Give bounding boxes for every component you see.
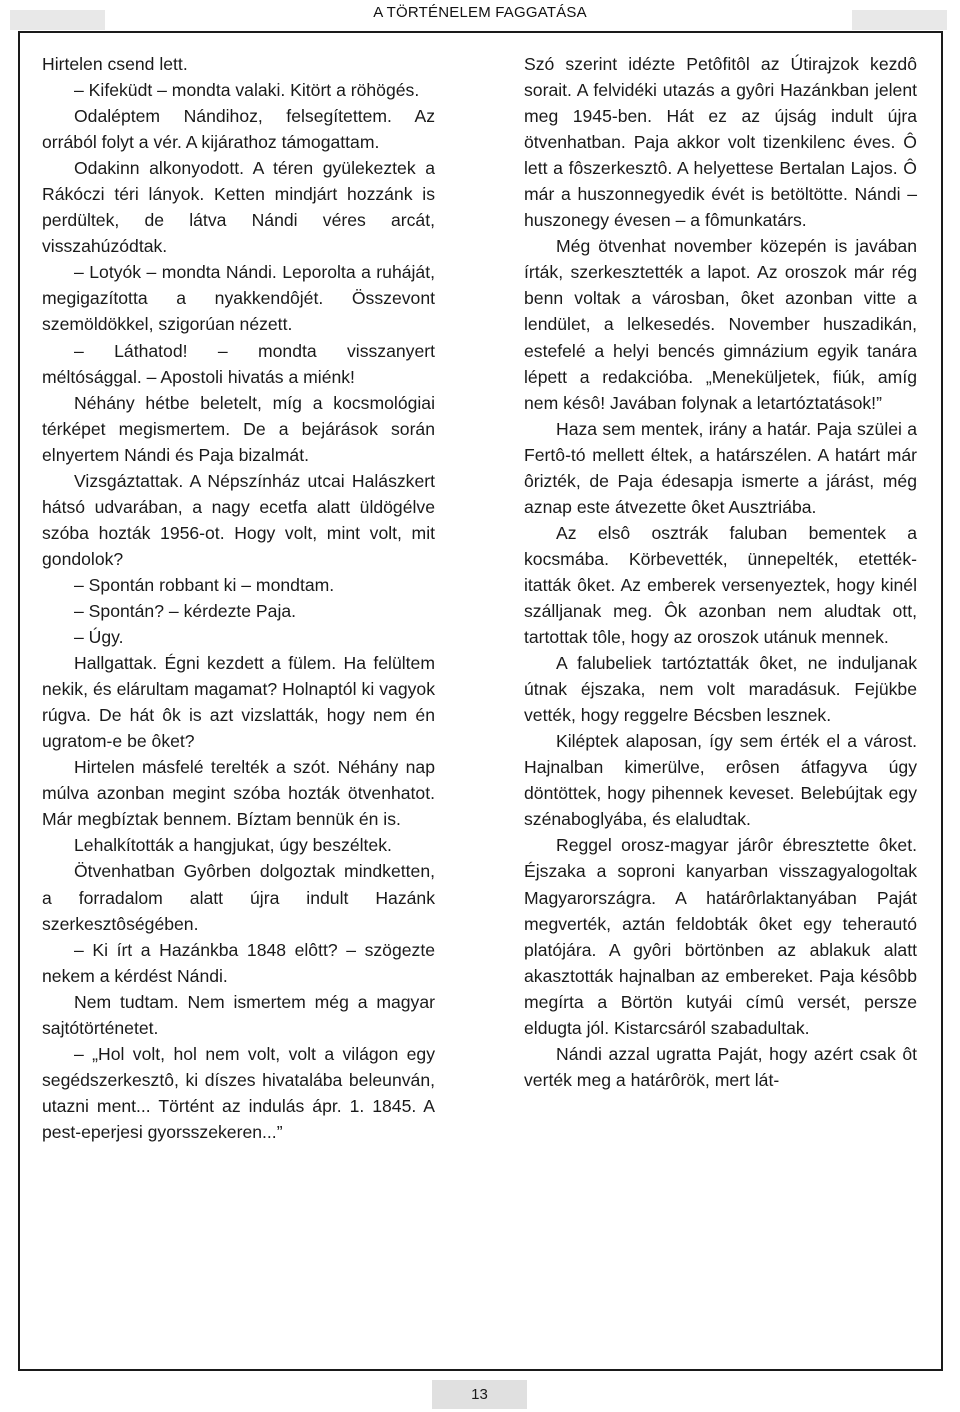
paragraph: A falubeliek tartóztatták ôket, ne induljanak útnak éjszaka, nem volt maradásuk. Fejükbe vették, hogy reggelre Bécsben lesznek. bbox=[524, 653, 917, 726]
paragraph: Nem tudtam. Nem ismertem még a magyar sajtótörténetet. bbox=[42, 991, 435, 1038]
header-corner-box-right bbox=[852, 10, 947, 30]
paragraph: – Ki írt a Hazánkba 1848 elôtt? – szögezte nekem a kérdést Nándi. bbox=[42, 939, 435, 986]
paragraph: Lehalkították a hangjukat, úgy beszéltek. bbox=[74, 835, 392, 856]
paragraph: Odakinn alkonyodott. A téren gyülekeztek a Rákóczi téri lányok. Ketten mindjárt hozzánk is perdültek, de látva Nándi véres arcát, visszahúzódtak. bbox=[42, 158, 435, 257]
header-corner-box-left bbox=[10, 10, 105, 30]
paragraph: Hirtelen másfelé terelték a szót. Néhány nap múlva azonban megint szóba hozták ötvenhatot. Már megbíztak bennem. Bíztam bennük én is. bbox=[42, 757, 435, 830]
paragraph: Nándi azzal ugratta Paját, hogy azért csak ôt verték meg a határôrök, mert lát- bbox=[524, 1043, 917, 1090]
paragraph: Az elsô osztrák faluban bementek a kocsmába. Körbevették, ünnepelték, etették-itatták ôket. Az emberek versenyeztek, hogy kinél szálljanak meg. Ôk azonban nem aludtak ott, tartottak tôle, hogy az oroszok utánuk mennek. bbox=[524, 522, 917, 648]
paragraph: Vizsgáztattak. A Népszínház utcai Halászkert hátsó udvarában, a nagy ecetfa alatt üldögélve szóba hozták 1956-ot. Hogy volt, mint volt, mit gondolok? bbox=[42, 470, 435, 569]
page-number: 13 bbox=[432, 1380, 527, 1409]
running-header: A TÖRTÉNELEM FAGGATÁSA bbox=[373, 4, 587, 21]
paragraph: Kiléptek alaposan, így sem érték el a várost. Hajnalban kimerülve, erôsen átfagyva úgy döntöttek, hogy pihennek keveset. Belebújtak egy szénaboglyába, és elaludtak. bbox=[524, 731, 917, 830]
paragraph: Haza sem mentek, irány a határ. Paja szülei a Fertô-tó mellett éltek, a határszélen. A határt már ôrizték, de Paja édesapja ismerte a járást, még aznap este átvezette ôket Ausztriába. bbox=[524, 418, 917, 517]
paragraph: Ötvenhatban Gyôrben dolgoztak mindketten, a forradalom alatt újra indult Hazánk szerkesztôségében. bbox=[42, 861, 435, 934]
paragraph: Hallgattak. Égni kezdett a fülem. Ha felültem nekik, és elárultam magamat? Holnaptól ki vagyok rúgva. De hát ôk is azt vizslatták, hogy nem én ugratom-e be ôket? bbox=[42, 653, 435, 752]
paragraph: Szó szerint idézte Petôfitôl az Útirajzok kezdô sorait. A felvidéki utazás a gyôri Hazánkban jelent meg 1945-ben. Hát ez az újság indult újra ötvenhatban. Paja akkor volt tizenkilenc éves. Ô lett a fôszerkesztô. A helyettese Bertalan Lajos. Ô már a huszonnegyedik évét is betöltötte. Nándi – huszonegy évesen – a fômunkatárs. bbox=[524, 54, 917, 231]
paragraph: – Láthatod! – mondta visszanyert méltósággal. – Apostoli hivatás a miénk! bbox=[42, 340, 435, 387]
paragraph: – Lotyók – mondta Nándi. Leporolta a ruháját, megigazította a nyakkendôjét. Összevont szemöldökkel, szigorúan nézett. bbox=[42, 262, 435, 335]
paragraph: – Spontán robbant ki – mondtam. bbox=[74, 574, 335, 595]
paragraph: – Kifeküdt – mondta valaki. Kitört a röhögés. bbox=[74, 80, 420, 101]
paragraph: Odaléptem Nándihoz, felsegítettem. Az orrából folyt a vér. A kijárathoz támogattam. bbox=[42, 106, 435, 153]
paragraph: Még ötvenhat november közepén is javában írták, szerkesztették a lapot. Az oroszok már rég benn voltak a városban, ôket azonban vitte a lendület, a lelkesedés. November huszadikán, estefelé a helyi bencés gimnázium egyik tanára lépett a redakcióba. „Meneküljetek, fiúk, amíg nem késô! Javában folynak a letartóztatások!” bbox=[524, 236, 917, 413]
paragraph: – Úgy. bbox=[74, 627, 124, 648]
paragraph: Hirtelen csend lett. bbox=[42, 54, 188, 74]
paragraph: Reggel orosz-magyar járôr ébresztette ôket. Éjszaka a soproni kanyarban visszagyalogoltak Magyarországra. A határôrlaktanyában Paját megverték, aztán feldobták ôket egy teherautó platójára. A gyôri börtönben az ablakuk alatt akasztották hajnalban az embereket. Paja késôbb megírta a Börtön kutyái címû versét, persze eldugta jól. Kistarcsáról szabadultak. bbox=[524, 835, 917, 1038]
right-column bbox=[524, 51, 917, 1093]
paragraph: Néhány hétbe beletelt, míg a kocsmológiai térképet megismertem. De a bejárások során elnyertem Nándi és Paja bizalmát. bbox=[42, 392, 435, 465]
left-column bbox=[42, 51, 435, 1145]
paragraph: – Spontán? – kérdezte Paja. bbox=[74, 600, 297, 621]
paragraph: – „Hol volt, hol nem volt, volt a világon egy segédszerkesztô, ki díszes hivatalába beleunván, utazni ment... Történt az indulás ápr. 1. 1845. A pest-eperjesi gyorsszekeren...” bbox=[42, 1043, 435, 1142]
